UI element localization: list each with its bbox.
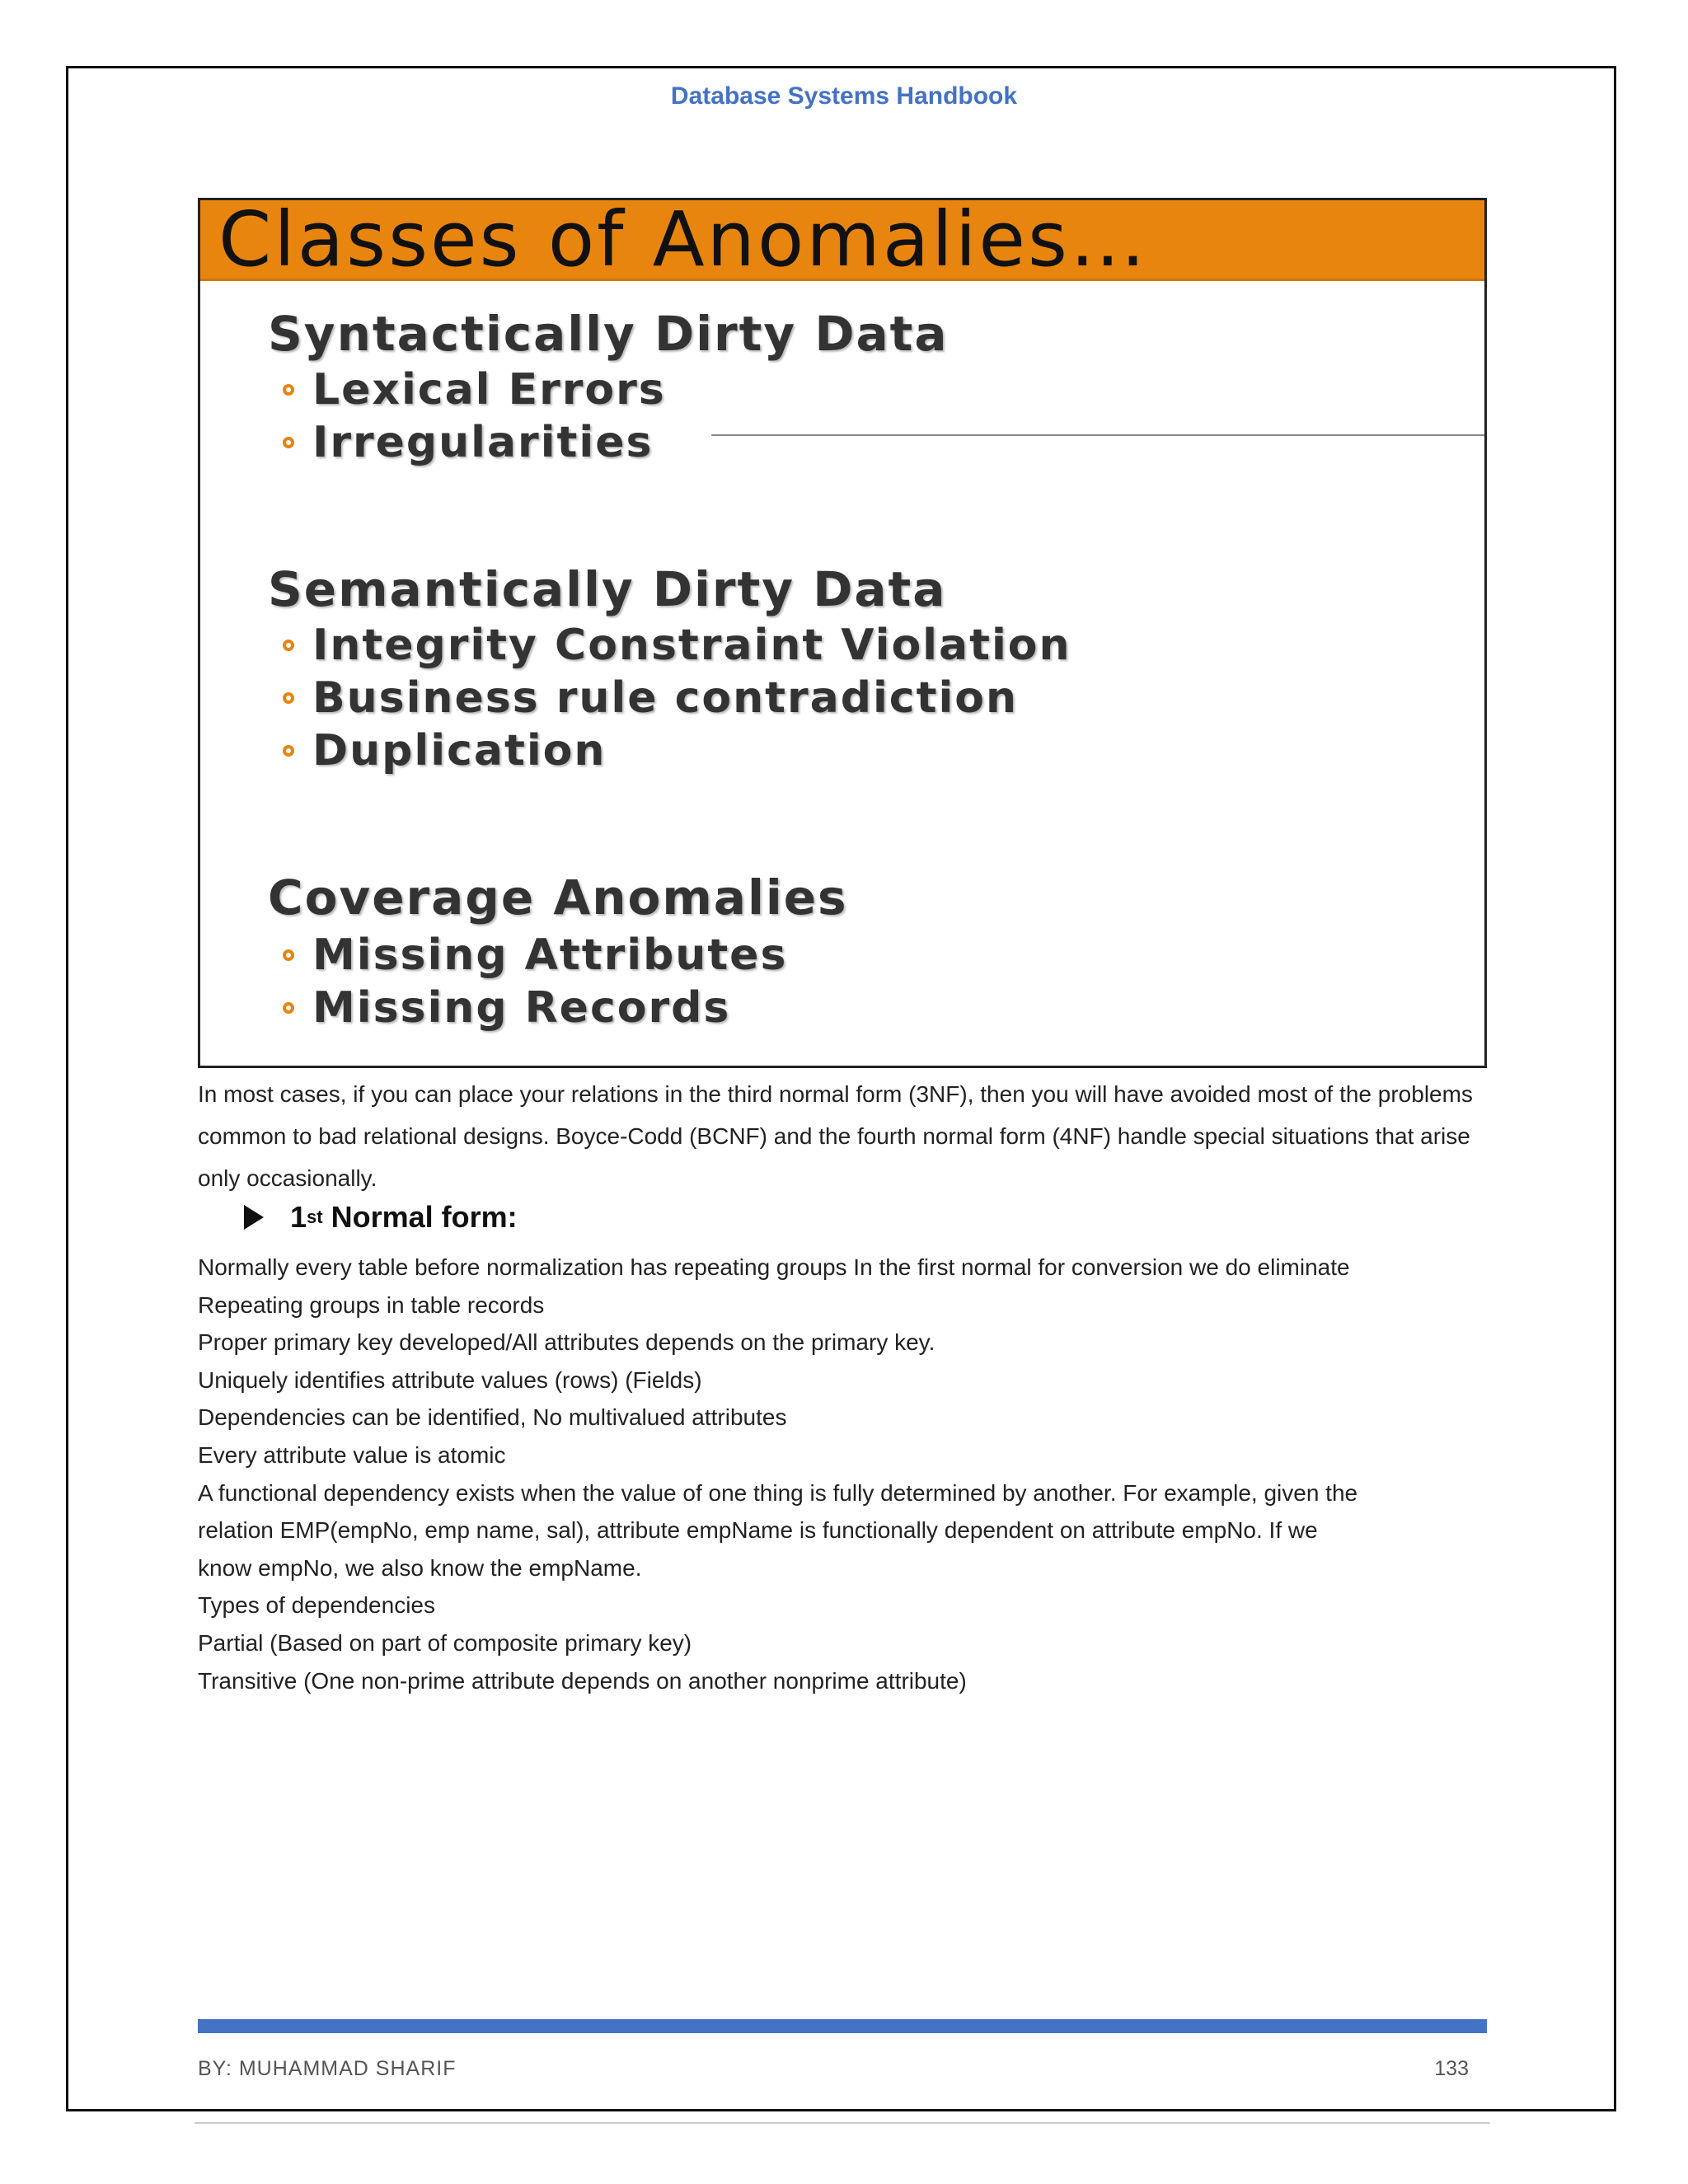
slide-bullet-item: Missing Attributes [283,930,787,980]
heading-suffix: st [307,1207,323,1227]
circle-bullet-icon [283,384,294,396]
heading-number: 1 [290,1200,307,1234]
section-heading-1nf [244,1200,518,1235]
slide-bullet-item: Irregularities [283,418,653,467]
body-line: Types of dependencies [198,1592,435,1619]
section-1nf-body [198,1249,1357,1699]
slide-bullet-item: Business rule contradiction [283,673,1018,723]
body-line: Dependencies can be identified, No multivalued attributes [198,1404,787,1431]
body-line: Uniquely identifies attribute values (rows) (Fields) [198,1366,702,1393]
slide-title: Classes of Anomalies… [218,198,1148,284]
slide-title-bar [200,198,1484,284]
body-line: Every attribute value is atomic [198,1441,506,1468]
circle-bullet-icon [283,745,294,757]
body-line: Proper primary key developed/All attributes depends on the primary key. [198,1329,935,1356]
body-line: Transitive (One non-prime attribute depends on another nonprime attribute) [198,1667,967,1694]
page-header-title: Database Systems Handbook [670,82,1018,110]
slide-section-heading: Syntactically Dirty Data [268,306,949,362]
bottom-rule [195,2122,1490,2124]
body-line: know empNo, we also know the empName. [198,1554,642,1581]
heading-text: Normal form: [322,1200,518,1234]
circle-bullet-icon [283,1002,294,1014]
circle-bullet-icon [283,640,294,651]
footer-bar [198,2019,1487,2033]
slide-bullet-item: Duplication [283,726,606,776]
circle-bullet-icon [283,692,294,704]
body-line: Repeating groups in table records [198,1291,545,1318]
body-line: relation EMP(empNo, emp name, sal), attribute empName is functionally dependent on attribute empNo. If we [198,1517,1318,1544]
body-line: Partial (Based on part of composite primary key) [198,1629,692,1656]
slide-section-heading: Coverage Anomalies [268,869,848,926]
slide-bullet-item: Lexical Errors [283,365,666,415]
body-line: Normally every table before normalization has repeating groups In the first normal for conversion we do eliminate [198,1254,1350,1280]
footer-author: BY: MUHAMMAD SHARIF [198,2057,457,2080]
body-line: A functional dependency exists when the value of one thing is fully determined by another. For example, given the [198,1479,1358,1506]
slide-bullet-item: Missing Records [283,983,730,1033]
circle-bullet-icon [283,949,294,961]
slide-section-heading: Semantically Dirty Data [268,561,947,617]
slide-image [198,198,1487,1068]
intro-paragraph: In most cases, if you can place your relations in the third normal form (3NF), then you will have avoided most of the problems common to bad relational designs. Boyce-Codd (BCNF) and the fourth normal form (4NF) handle special situations that arise only occasionally. [198,1081,1473,1191]
slide-divider [711,434,1487,436]
circle-bullet-icon [283,437,294,448]
page-number: 133 [1434,2057,1469,2080]
slide-bullet-item: Integrity Constraint Violation [283,621,1071,670]
arrow-bullet-icon [244,1205,264,1230]
